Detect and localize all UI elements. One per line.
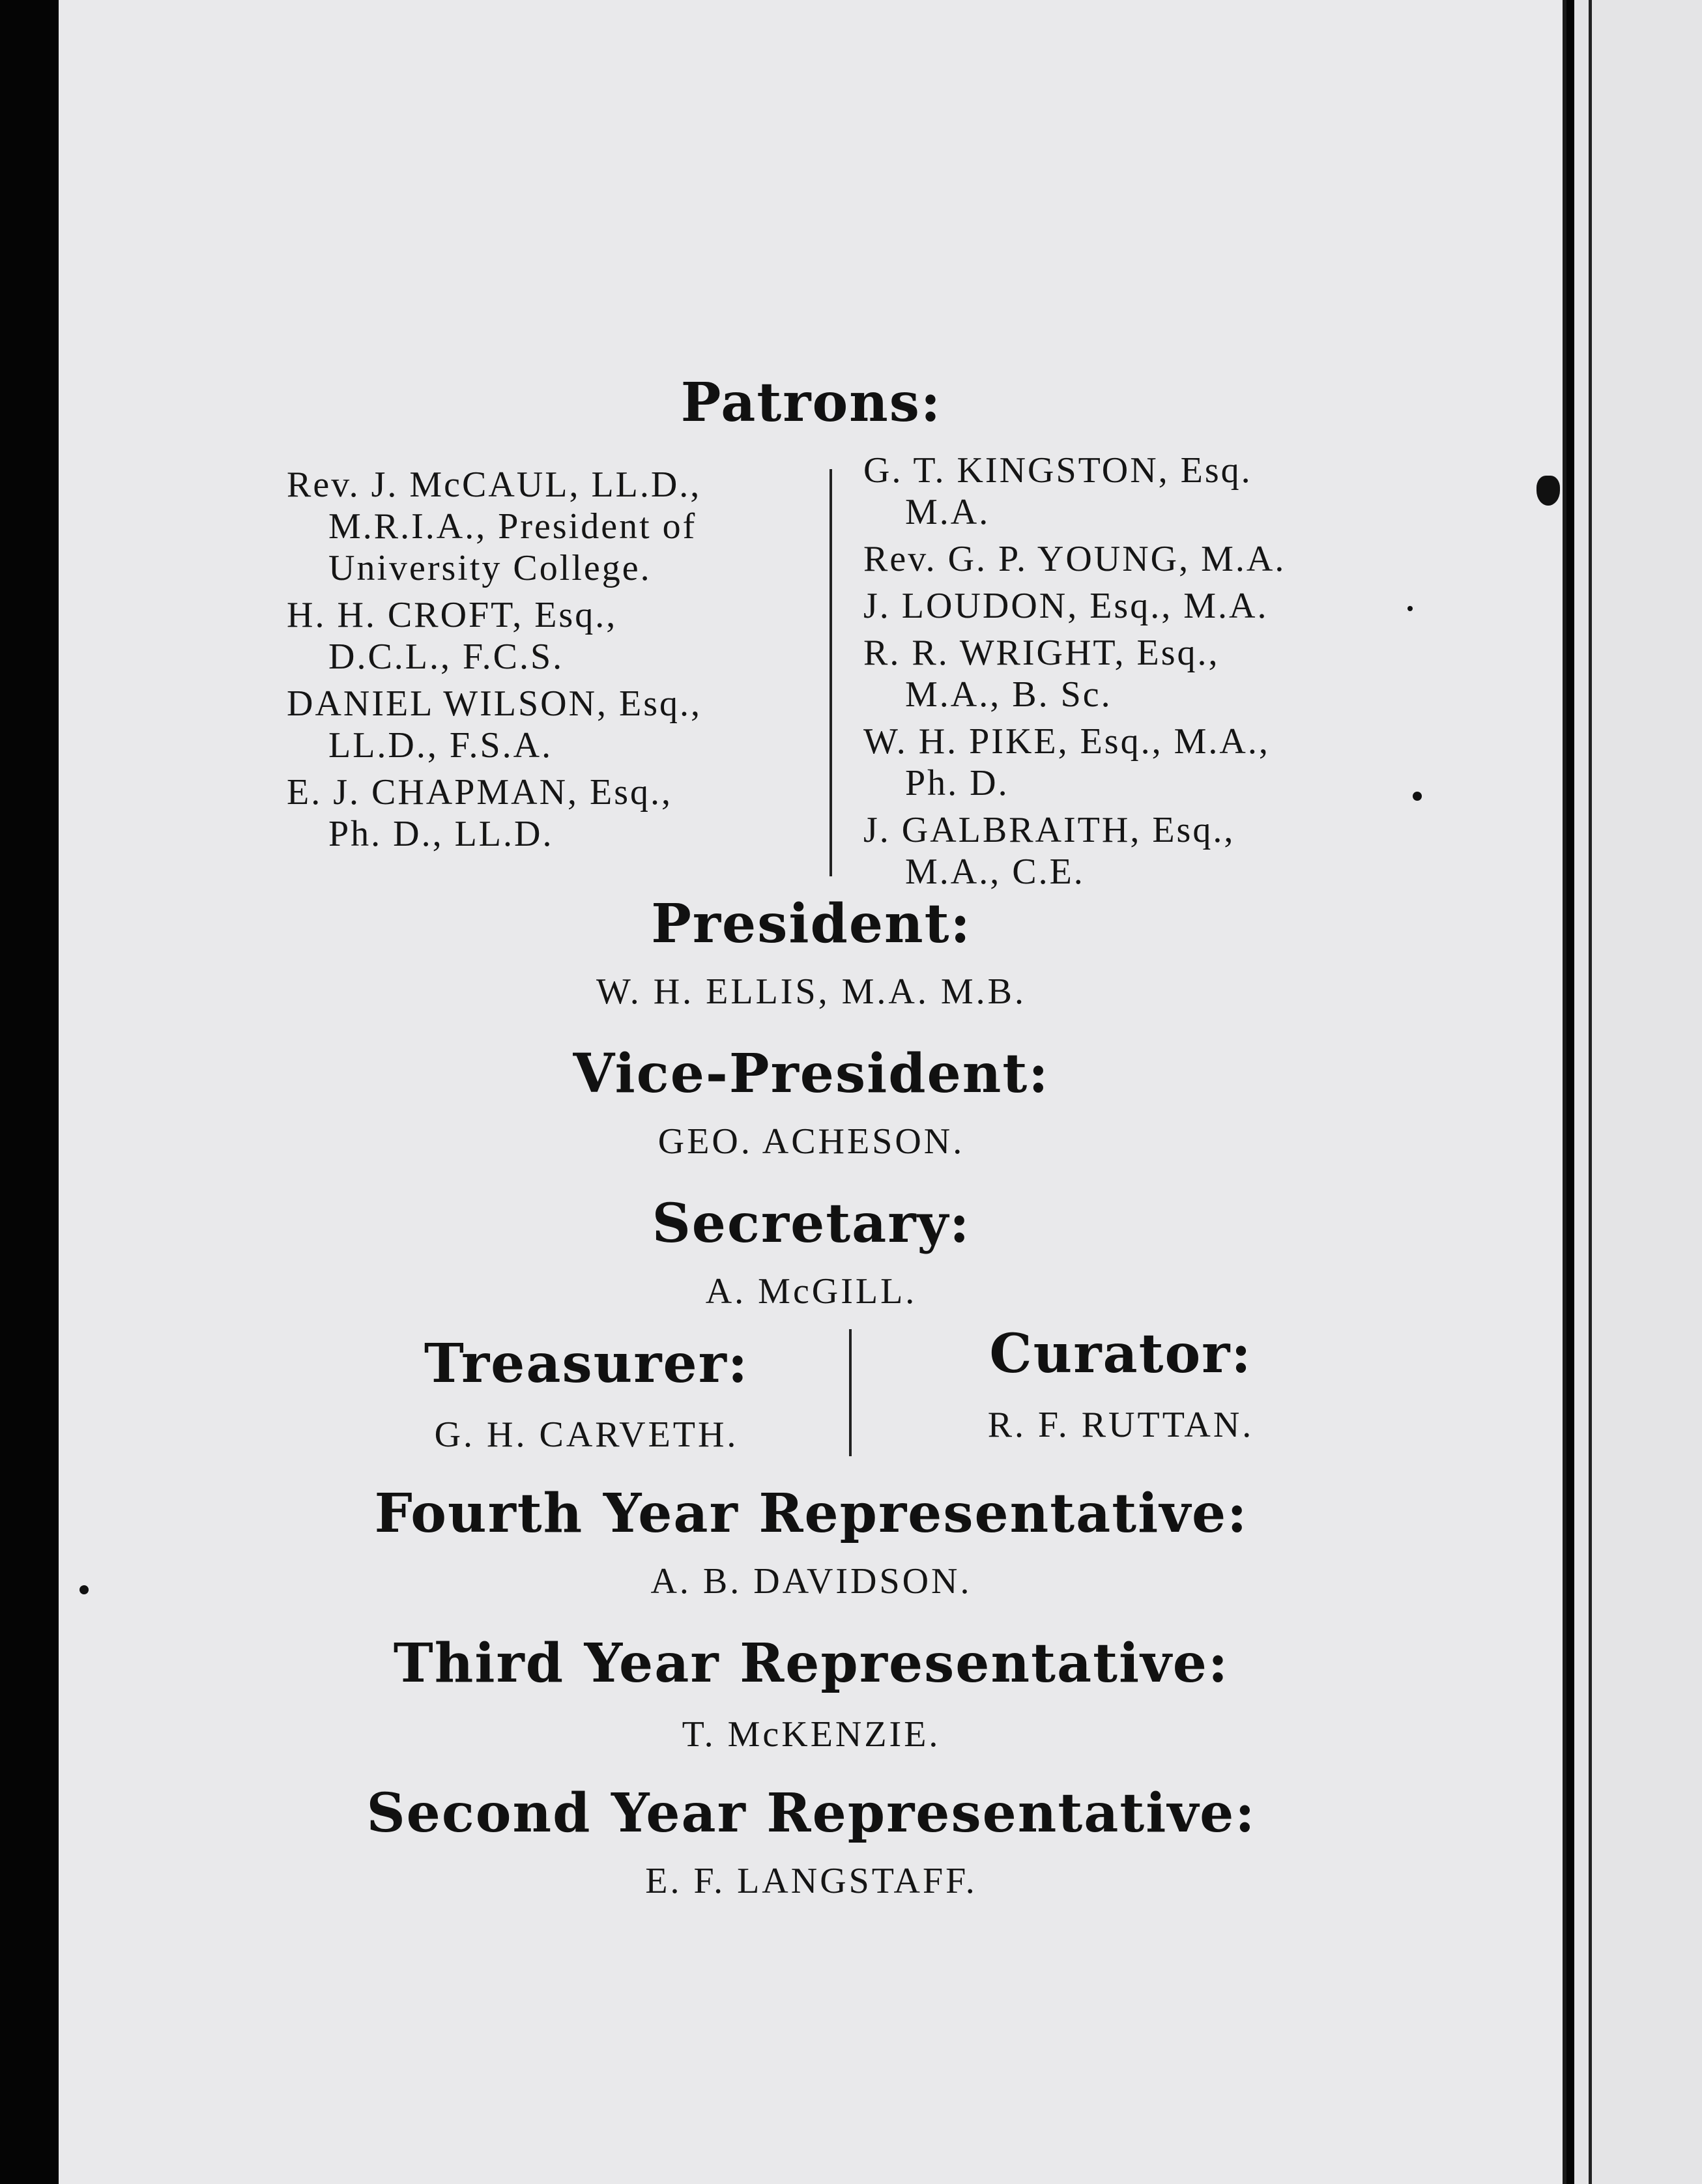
patron-entry [863,450,1437,533]
patron-entry [863,538,1437,580]
second-year-name: E. F. LANGSTAFF. [645,1861,977,1901]
patron-entry [287,683,834,766]
president-heading: President: [651,893,972,955]
vice-president-heading: Vice-President: [573,1042,1050,1105]
fourth-year-name: A. B. DAVIDSON. [650,1561,972,1602]
patron-name: E. J. CHAPMAN, Esq., [287,772,673,812]
treasurer-curator-divider [849,1329,852,1456]
president-name: W. H. ELLIS, M.A. M.B. [596,971,1026,1012]
adjacent-page [1574,0,1702,2184]
patron-entry [287,594,834,678]
patron-name: J. GALBRAITH, Esq., [863,810,1235,850]
patron-credentials: University College. [328,548,652,588]
patrons-heading: Patrons: [680,371,942,434]
third-year-heading: Third Year Representative: [393,1632,1230,1695]
patron-name: W. H. PIKE, Esq., M.A., [863,721,1270,762]
patron-credentials: Ph. D. [905,763,1009,803]
patron-name: DANIEL WILSON, Esq., [287,683,702,724]
vice-president-name: GEO. ACHESON. [657,1121,965,1162]
patron-name: H. H. CROFT, Esq., [287,595,618,635]
patron-name: J. LOUDON, Esq., M.A. [863,586,1269,626]
patrons-column-divider [829,469,832,876]
patron-name: Rev. G. P. YOUNG, M.A. [863,539,1286,579]
patron-entry [287,771,834,855]
secretary-name: A. McGILL. [705,1271,917,1312]
second-year-heading: Second Year Representative: [366,1782,1256,1845]
patron-name: G. T. KINGSTON, Esq. [863,450,1252,491]
patrons-left-column [287,464,834,860]
curator-name: R. F. RUTTAN. [987,1405,1254,1445]
fourth-year-heading: Fourth Year Representative: [374,1482,1248,1545]
scan-speck [1407,606,1413,611]
patrons-right-column [863,450,1437,898]
secretary-heading: Secretary: [652,1192,971,1255]
treasurer-name: G. H. CARVETH. [434,1415,739,1455]
patron-credentials: D.C.L., F.C.S. [328,637,564,677]
patron-entry [863,721,1437,804]
third-year-name: T. McKENZIE. [682,1714,941,1755]
patron-entry [863,585,1437,627]
patron-entry [863,632,1437,715]
scan-speck [1413,792,1422,801]
patron-credentials: M.A., B. Sc. [905,674,1112,715]
curator-heading: Curator: [989,1323,1252,1385]
adjacent-page-edge [1589,0,1592,2184]
patron-entry [863,809,1437,893]
patron-name: Rev. J. McCAUL, LL.D., [287,465,702,505]
patron-credentials: LL.D., F.S.A. [328,725,553,766]
patron-name: R. R. WRIGHT, Esq., [863,633,1220,673]
scan-blot [1536,476,1560,506]
patron-entry [287,464,834,589]
patron-credentials: Ph. D., LL.D. [328,814,554,854]
scan-speck [79,1585,89,1594]
treasurer-heading: Treasurer: [424,1332,749,1395]
patron-credentials: M.R.I.A., President of [328,506,697,547]
patron-credentials: M.A. [905,492,990,532]
patron-credentials: M.A., C.E. [905,852,1085,892]
